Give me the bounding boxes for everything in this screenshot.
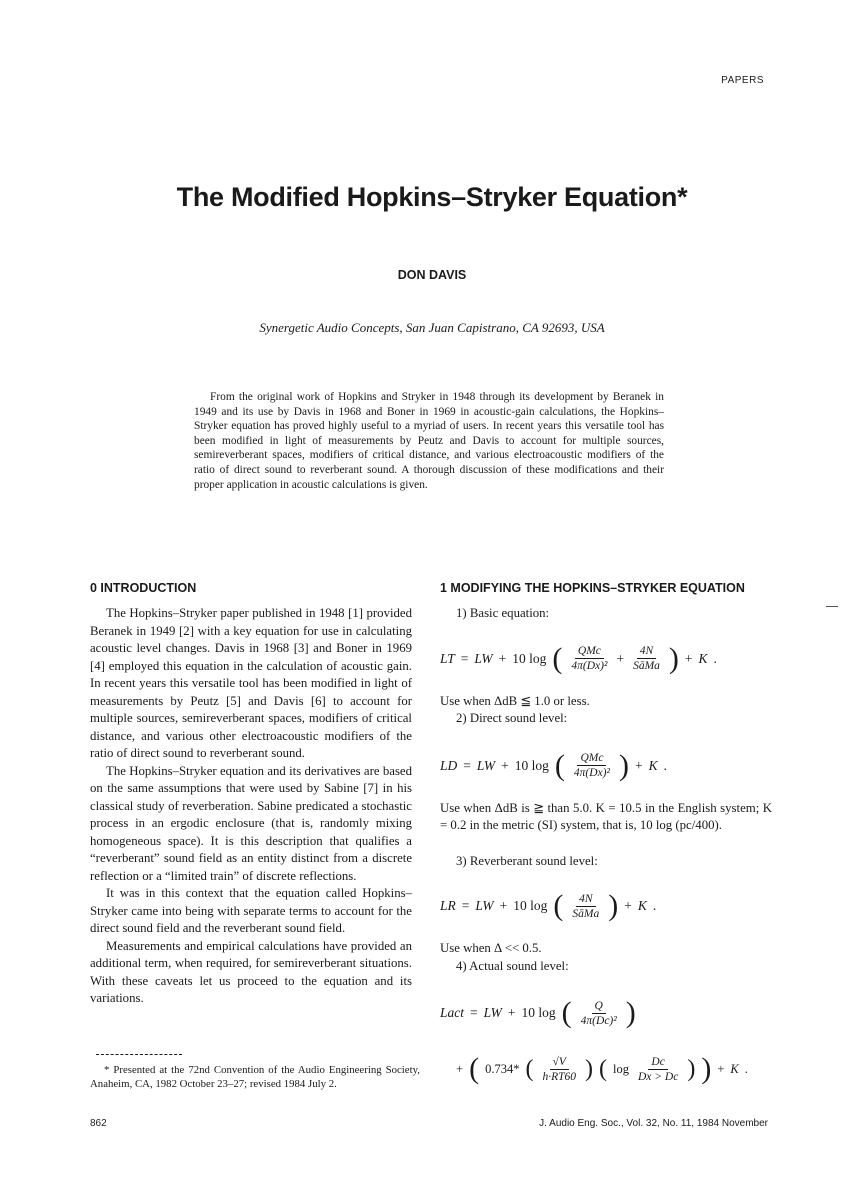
condition-reverberant: Use when Δ << 0.5.: [440, 941, 542, 955]
fraction-numerator: 4N: [576, 892, 595, 907]
paper-title: The Modified Hopkins–Stryker Equation*: [176, 182, 688, 212]
fraction-reverberant: [569, 892, 602, 921]
eq-log: log: [612, 1061, 629, 1076]
paren-right: ): [608, 889, 619, 922]
paren-left: (: [469, 1052, 480, 1085]
abstract: From the original work of Hopkins and Stryker in 1948 through its development by Beranek in 1949 and its use by Davis in 1968 and Boner in 1969 in acoustic-gain calculations, the Hopkins–Stryker equation has proved highly useful to a myriad of users. In recent years this versatile tool has been modified in light of measurements by Peutz and Davis to account for multiple sources, semireverberant spaces, modifiers of critical distance, and various electroacoustic modifiers of the ratio of direct sound to reverberant sound. A thorough discussion of these modifications and their proper application in acoustic calculations is given.: [194, 391, 664, 491]
journal-citation: J. Audio Eng. Soc., Vol. 32, No. 11, 1984 November: [539, 1118, 768, 1129]
fraction-numerator: Dc: [648, 1055, 667, 1070]
fraction-distance: [635, 1055, 681, 1084]
reverberant-level-label: 3) Reverberant sound level:: [456, 853, 598, 868]
author-name: DON DAVIS: [397, 268, 467, 282]
fraction-critical: [578, 999, 620, 1028]
paren-right: ): [618, 748, 629, 782]
eq-log: 10 log: [514, 757, 549, 773]
eq-equals: =: [460, 650, 469, 666]
eq-k: K: [637, 898, 647, 913]
eq-plus: +: [616, 650, 625, 666]
intro-paragraph: It was in this context that the equation called Hopkins–Stryker came into being with separate terms to account for the direct sound field and the reverberant sound field.: [90, 886, 412, 935]
eq-k: K: [648, 757, 658, 773]
eq-log: 10 log: [521, 1005, 556, 1020]
eq-lw: LW: [474, 650, 493, 666]
paren-left: (: [525, 1056, 534, 1082]
eq-lw: LW: [476, 757, 496, 773]
footnote-rule: [96, 1054, 182, 1055]
fraction-denominator: 4π(Dc)²: [580, 1014, 617, 1027]
fraction-numerator: 4N: [637, 644, 656, 659]
paren-right: ): [701, 1052, 712, 1085]
fraction-denominator: 4π(Dx)²: [573, 767, 610, 779]
equation-reverberant: [440, 884, 772, 928]
paren-left: (: [561, 996, 572, 1029]
intro-paragraph: Measurements and empirical calculations have provided an additional term, when required, for semireverberant situations. With these caveats let us proceed to the equation and its variations.: [90, 938, 412, 1005]
eq-coefficient: 0.734*: [485, 1061, 520, 1076]
eq-plus: +: [717, 1061, 725, 1076]
eq-plus: +: [507, 1005, 516, 1020]
basic-equation-label: 1) Basic equation:: [456, 606, 550, 620]
right-column: [440, 580, 772, 1103]
eq-log: 10 log: [513, 898, 548, 913]
eq-lhs: Lact: [440, 1005, 465, 1020]
paren-right: ): [687, 1056, 696, 1082]
left-column: [90, 580, 412, 1008]
eq-lw: LW: [483, 1005, 502, 1020]
fraction-direct: [571, 751, 613, 780]
eq-k: K: [698, 650, 708, 666]
fraction-numerator: QMc: [577, 751, 606, 766]
fraction-denominator: h·RT60: [542, 1070, 576, 1083]
eq-plus: +: [624, 898, 632, 913]
eq-period: .: [713, 650, 717, 666]
fraction-denominator: SāMa: [572, 907, 600, 920]
intro-paragraph: The Hopkins–Stryker paper published in 1948 [1] provided Beranek in 1949 [2] with a key equation for use in calculating acoustic level changes. Davis in 1968 [3] and Boner in 1969 [4] employed this equation in the calculation of acoustic gain. In recent years this versatile tool has been modified in light of measurements by Peutz [5] and Davis [6] to account for multiple sources, semireverberant spaces, modifiers of critical distance, and various other electroacoustic modifiers of the ratio of direct sound to reverberant sound.: [90, 606, 412, 760]
paren-left: (: [553, 889, 564, 922]
eq-period: .: [663, 757, 667, 773]
fraction-numerator: QMc: [575, 644, 604, 659]
footnote: * Presented at the 72nd Convention of the Audio Engineering Society, Anaheim, CA, 1982 October 23–27; revised 1984 July 2.: [90, 1064, 420, 1090]
eq-k: K: [730, 1061, 739, 1076]
eq-plus: +: [684, 650, 693, 666]
fraction-numerator: Q: [592, 999, 606, 1014]
equation-actual-part1: [440, 991, 772, 1035]
condition-basic: Use when ΔdB ≦ 1.0 or less.: [440, 693, 590, 708]
fraction-denominator: SāMa: [633, 660, 660, 672]
section1-heading: 1 MODIFYING THE HOPKINS–STRYKER EQUATION: [440, 581, 745, 595]
intro-paragraph: The Hopkins–Stryker equation and its derivatives are based on the same assumptions that were used by Sabine [7] in his classical study of reverberation. Sabine predicated a stochastic process in an ergodic enclosure (that is, randomly mixing homogeneous space). It is this description that qualifies a “reverberant” sound field as an entity distinct from a discrete reflection or a “limited train” of discrete reflections.: [90, 763, 412, 883]
actual-level-label: 4) Actual sound level:: [456, 958, 569, 973]
section-tag: PAPERS: [721, 75, 764, 86]
equation-actual-part2: [440, 1047, 772, 1091]
condition-direct: Use when ΔdB is ≧ than 5.0. K = 10.5 in the English system; K = 0.2 in the metric (SI) system, that is, 10 log (pc/400).: [440, 800, 772, 832]
intro-heading: 0 INTRODUCTION: [90, 581, 197, 595]
paren-left: (: [552, 641, 563, 675]
eq-plus: +: [499, 898, 508, 913]
eq-plus: +: [634, 757, 643, 773]
fraction-denominator: 4π(Dx)²: [571, 660, 608, 672]
eq-lw: LW: [475, 898, 494, 913]
eq-plus: +: [498, 650, 507, 666]
eq-equals: =: [463, 757, 471, 773]
paren-left: (: [598, 1056, 607, 1082]
eq-lhs: LR: [440, 898, 456, 913]
eq-equals: =: [461, 898, 470, 913]
eq-equals: =: [470, 1005, 478, 1020]
fraction-numerator: √V: [550, 1055, 569, 1070]
direct-level-label: 2) Direct sound level:: [456, 711, 568, 725]
eq-period: .: [652, 898, 657, 913]
page-number: 862: [90, 1118, 107, 1129]
paren-right: ): [584, 1056, 593, 1082]
paren-right: ): [668, 641, 679, 675]
eq-log: 10 log: [512, 650, 547, 666]
fraction-denominator: Dx > Dc: [637, 1070, 679, 1083]
eq-lhs: LD: [440, 757, 458, 773]
eq-period: .: [744, 1061, 748, 1076]
affiliation: Synergetic Audio Concepts, San Juan Capistrano, CA 92693, USA: [259, 320, 605, 335]
eq-plus: +: [501, 757, 509, 773]
equation-basic: [440, 637, 772, 681]
fraction-reverberant: [630, 644, 663, 673]
paren-right: ): [625, 996, 636, 1029]
equation-direct: [440, 744, 772, 788]
eq-plus: +: [456, 1061, 464, 1076]
fraction-volume: [539, 1055, 579, 1084]
eq-lhs: LT: [440, 650, 455, 666]
paren-left: (: [554, 748, 565, 782]
margin-mark: [826, 606, 838, 607]
fraction-direct: [568, 644, 610, 673]
